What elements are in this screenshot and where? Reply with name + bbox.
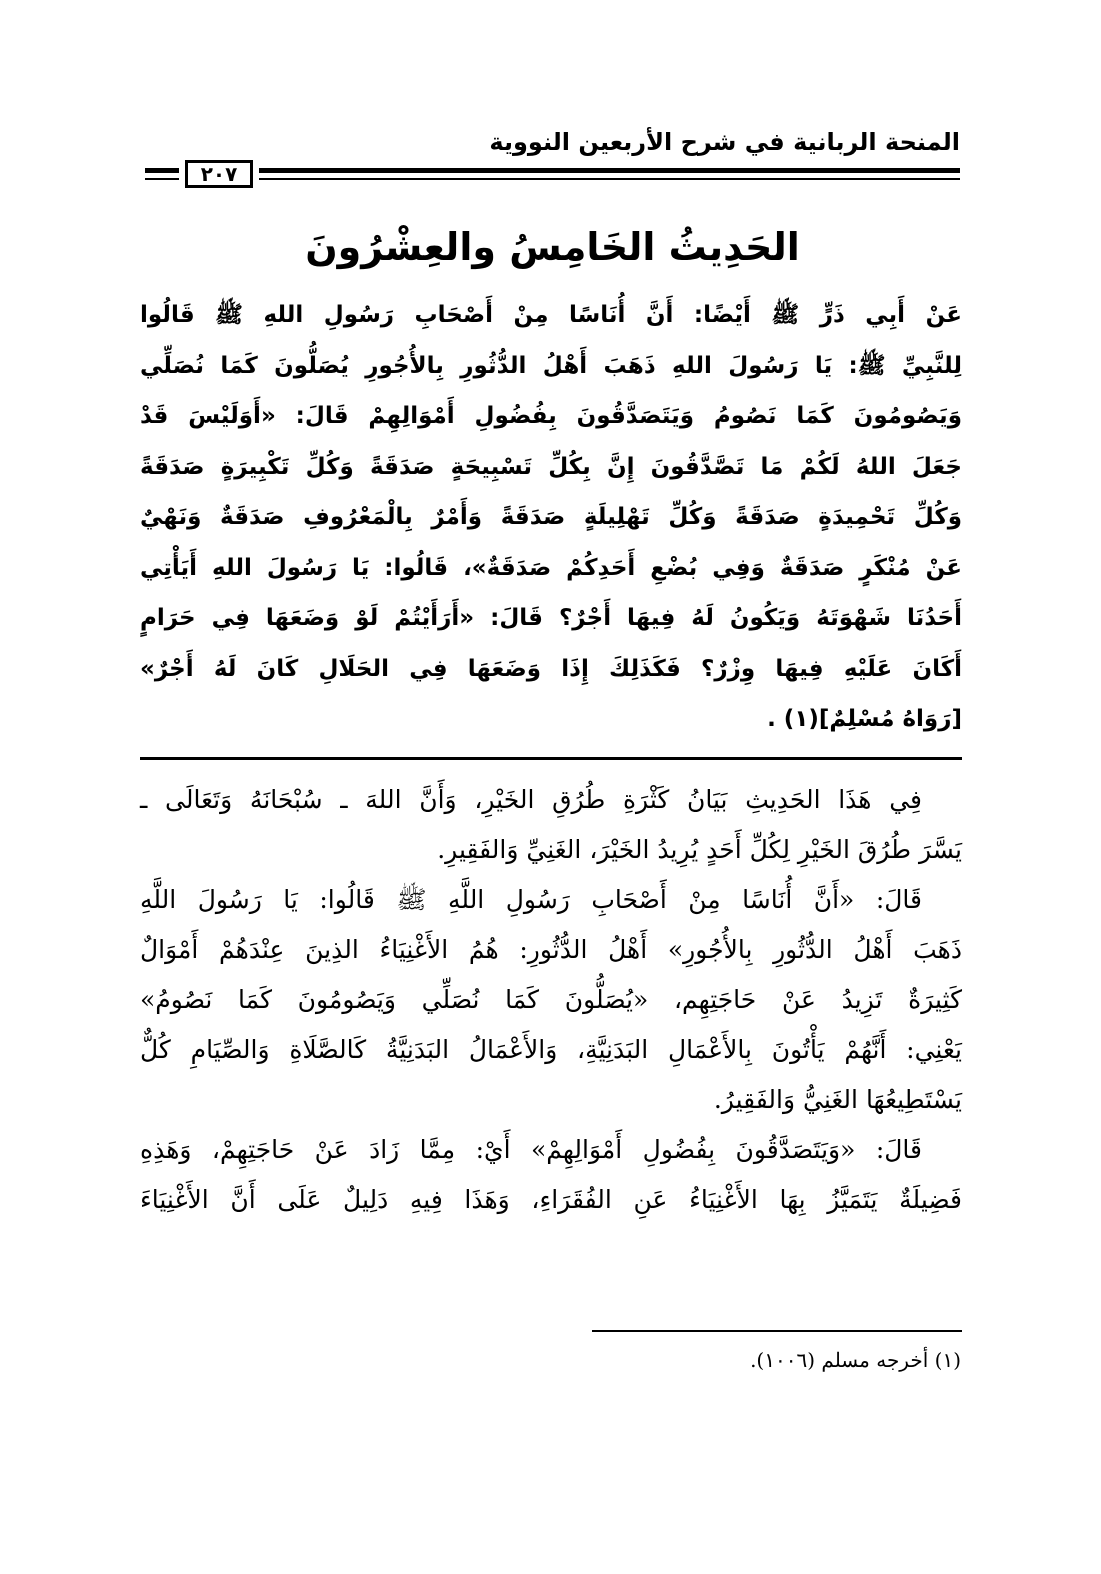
commentary-line: يَسَّرَ طُرُقَ الخَيْرِ لِكُلِّ أَحَدٍ يُرِيدُ الخَيْرَ، الغَنِيِّ وَالفَقِيرِ. — [437, 835, 962, 864]
hadith-text — [140, 290, 962, 745]
header-rule-right-thin — [259, 178, 960, 180]
hadith-line: عَنْ أَبِي ذَرٍّ ﷺ أَيْضًا: أَنَّ أُنَاسًا مِنْ أَصْحَابِ رَسُولِ اللهِ ﷺ قَالُوا — [140, 302, 962, 328]
commentary-line: كَثِيرَةٌ تَزِيدُ عَنْ حَاجَتِهِم، «يُصَلُّونَ كَمَا نُصَلِّي وَيَصُومُونَ كَمَا نَصُومُ» — [140, 985, 962, 1014]
book-title: المنحة الربانية في شرح الأربعين النووية — [489, 128, 960, 156]
commentary-line: يَسْتَطِيعُهَا الغَنِيُّ وَالفَقِيرُ. — [713, 1085, 962, 1114]
section-divider — [140, 757, 962, 760]
commentary-line: قَالَ: «وَيَتَصَدَّقُونَ بِفُضُولِ أَمْوَالِهِمْ» أَيْ: مِمَّا زَادَ عَنْ حَاجَتِهِمْ، وَهَذِهِ — [140, 1135, 922, 1164]
hadith-line: وَكُلِّ تَحْمِيدَةٍ صَدَقَةً وَكُلِّ تَهْلِيلَةٍ صَدَقَةً وَأَمْرٌ بِالْمَعْرُوفِ صَدَقَةٌ وَنَهْيٌ — [140, 504, 962, 530]
commentary-line: قَالَ: «أَنَّ أُنَاسًا مِنْ أَصْحَابِ رَسُولِ اللَّهِ ﷺ قَالُوا: يَا رَسُولَ اللَّهِ — [140, 885, 922, 914]
footnote: (١) أخرجه مسلم (١٠٠٦). — [750, 1348, 961, 1372]
header-rule — [145, 160, 960, 192]
hadith-line: عَنْ مُنْكَرٍ صَدَقَةٌ وَفِي بُضْعِ أَحَدِكُمْ صَدَقَةٌ»، قَالُوا: يَا رَسُولَ اللهِ أَيَأْتِي — [140, 554, 962, 581]
hadith-line: أَكَانَ عَلَيْهِ فِيهَا وِزْرٌ؟ فَكَذَلِكَ إِذَا وَضَعَهَا فِي الحَلَالِ كَانَ لَهُ أَجْرٌ» — [140, 655, 962, 682]
commentary-line: فَضِيلَةٌ يَتَمَيَّزُ بِهَا الأَغْنِيَاءُ عَنِ الفُقَرَاءِ، وَهَذَا فِيهِ دَلِيلٌ عَلَى أَنَّ الأَغْنِيَاءَ — [140, 1185, 962, 1214]
commentary-line: فِي هَذَا الحَدِيثِ بَيَانُ كَثْرَةِ طُرُقِ الخَيْرِ، وَأَنَّ اللهَ ـ سُبْحَانَهُ وَتَعَالَى ـ — [140, 785, 922, 814]
hadith-title: الحَدِيثُ الخَامِسُ والعِشْرُونَ — [305, 225, 800, 269]
page-number: ٢٠٧ — [185, 160, 253, 188]
commentary-paragraph — [140, 875, 962, 1125]
header-rule-right-thick — [259, 168, 960, 173]
running-header — [145, 120, 960, 200]
commentary-line: يَعْنِي: أَنَّهُمْ يَأْتُونَ بِالأَعْمَالِ البَدَنِيَّةِ، وَالأَعْمَالُ البَدَنِيَّةُ كَالصَّلَاةِ وَالصِّيَامِ كُلٌّ — [140, 1035, 962, 1064]
hadith-narration: [رَوَاهُ مُسْلِمٌ](١) . — [767, 706, 962, 732]
commentary-paragraph — [140, 775, 962, 875]
hadith-line: جَعَلَ اللهُ لَكُمْ مَا تَصَّدَّقُونَ إِنَّ بِكُلِّ تَسْبِيحَةٍ صَدَقَةً وَكُلِّ تَكْبِيرَةٍ صَدَقَةً — [140, 453, 962, 480]
commentary — [140, 775, 962, 1225]
header-rule-left-thin — [145, 178, 179, 180]
commentary-line: ذَهَبَ أَهْلُ الدُّثُورِ بِالأُجُورِ» أَهْلُ الدُّثُورِ: هُمُ الأَغْنِيَاءُ الذِينَ عِنْدَهُمْ أَمْوَالٌ — [140, 935, 962, 964]
footnote-rule — [592, 1330, 962, 1332]
hadith-line: وَيَصُومُونَ كَمَا نَصُومُ وَيَتَصَدَّقُونَ بِفُضُولِ أَمْوَالِهِمْ قَالَ: «أَوَلَيْسَ قَدْ — [140, 403, 962, 429]
hadith-line: أَحَدُنَا شَهْوَتَهُ وَيَكُونُ لَهُ فِيهَا أَجْرٌ؟ قَالَ: «أَرَأَيْتُمْ لَوْ وَضَعَهَا فِي حَرَامٍ — [140, 605, 962, 631]
commentary-paragraph — [140, 1125, 962, 1225]
hadith-line: لِلنَّبِيِّ ﷺ: يَا رَسُولَ اللهِ ذَهَبَ أَهْلُ الدُّثُورِ بِالأُجُورِ يُصَلُّونَ كَمَا نُصَلِّي — [140, 352, 962, 379]
header-rule-left-thick — [145, 168, 179, 173]
